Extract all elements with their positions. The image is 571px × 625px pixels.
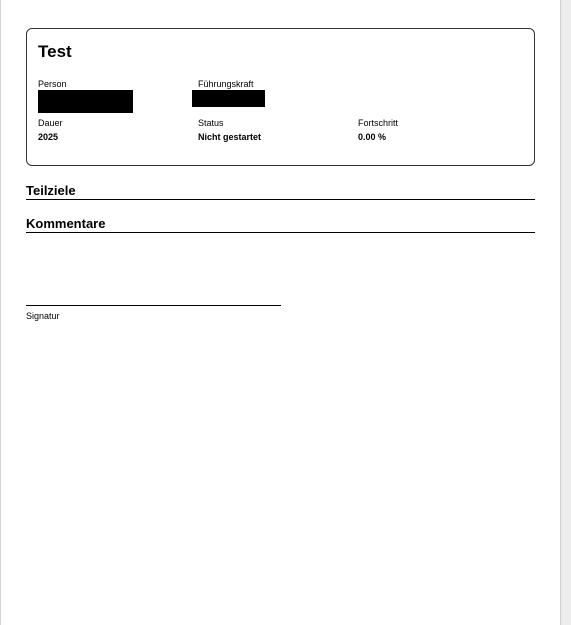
status-field: [198, 118, 261, 143]
duration-value: 2025: [38, 132, 59, 142]
manager-redaction: [192, 90, 265, 107]
person-field: [38, 79, 67, 90]
viewer-scroll-gutter[interactable]: [560, 0, 571, 625]
manager-field: [198, 79, 254, 90]
status-label: Status: [198, 118, 224, 128]
person-label: Person: [38, 79, 67, 89]
progress-field: [358, 118, 398, 143]
duration-label: Dauer: [38, 118, 63, 128]
progress-label: Fortschritt: [358, 118, 399, 128]
manager-label: Führungskraft: [198, 79, 254, 89]
comments-heading: Kommentare: [26, 216, 535, 233]
status-value: Nicht gestartet: [198, 132, 262, 142]
duration-field: [38, 118, 63, 143]
signature-line: [26, 305, 281, 306]
page-edge-left: [0, 0, 1, 625]
goal-summary-card: [26, 28, 535, 166]
progress-value: 0.00 %: [358, 132, 387, 142]
subgoals-heading: Teilziele: [26, 183, 535, 200]
goal-title: Test: [38, 42, 72, 61]
signature-label: Signatur: [26, 311, 60, 321]
person-redaction: [38, 90, 133, 113]
